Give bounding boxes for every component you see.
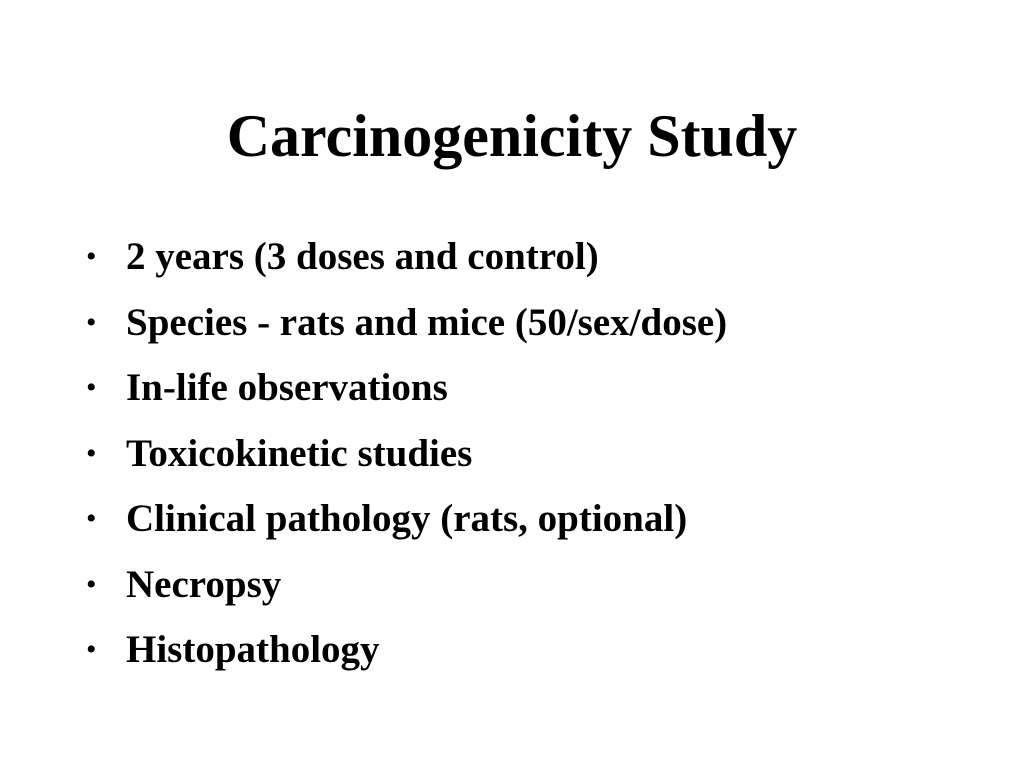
bullet-icon: •	[86, 567, 97, 601]
bullet-icon: •	[86, 633, 97, 666]
bullet-icon: •	[86, 502, 97, 535]
bullet-text: Clinical pathology (rats, optional)	[126, 497, 688, 540]
bullet-icon: •	[86, 240, 97, 273]
slide-title: Carcinogenicity Study	[226, 103, 798, 169]
bullet-text: Histopathology	[126, 628, 380, 671]
bullet-icon: •	[86, 436, 97, 470]
bullet-icon: •	[86, 305, 97, 339]
bullet-text: Necropsy	[126, 562, 282, 606]
bullet-icon: •	[86, 371, 97, 404]
bullet-text: Species - rats and mice (50/sex/dose)	[126, 300, 728, 344]
bullet-text: 2 years (3 doses and control)	[126, 235, 599, 278]
bullet-text: In-life observations	[126, 366, 448, 409]
bullet-text: Toxicokinetic studies	[126, 431, 473, 475]
